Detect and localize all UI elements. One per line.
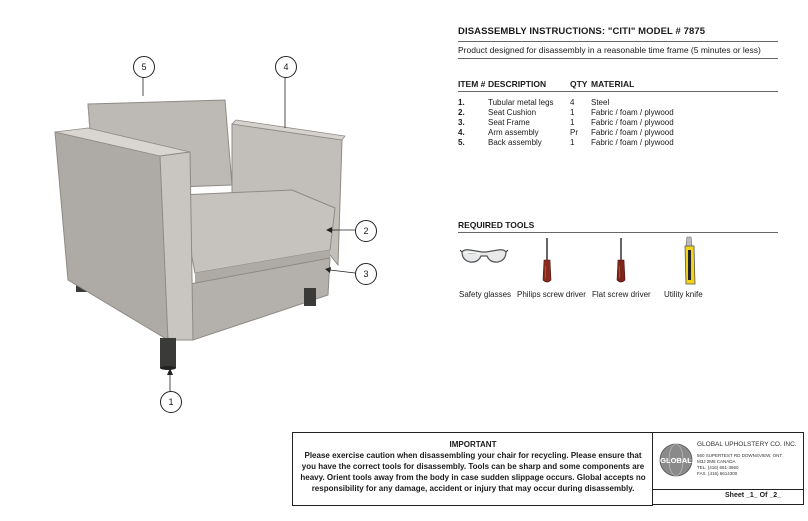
chair-illustration (0, 40, 400, 420)
table-row (458, 108, 778, 118)
row-material: Fabric / foam / plywood (591, 118, 674, 127)
tool-label-utility-knife: Utility knife (664, 290, 703, 299)
company-block (652, 432, 804, 490)
callout-4: 4 (275, 56, 297, 78)
leg-back-right (304, 288, 316, 306)
row-qty: 1 (570, 108, 575, 117)
important-notice (292, 432, 653, 506)
header-item: ITEM # (458, 79, 486, 89)
company-fax: FAX. (416) 6614300 (697, 471, 738, 476)
company-address-line: M3J 2M6 CANADA (697, 459, 736, 464)
required-tools-heading: REQUIRED TOOLS (458, 220, 535, 230)
header-qty: QTY (570, 79, 588, 89)
philips-screwdriver-icon (540, 238, 554, 284)
header-description: DESCRIPTION (488, 79, 547, 89)
callout-3: 3 (355, 263, 377, 285)
notice-title: IMPORTANT (449, 440, 497, 449)
tool-label-safety-glasses: Safety glasses (459, 290, 512, 299)
table-row (458, 118, 778, 128)
table-row (458, 138, 778, 148)
row-qty: Pr (570, 128, 578, 137)
row-qty: 4 (570, 98, 575, 107)
notice-body: Please exercise caution when disassembling your chair for recycling. Please ensure that you have the correct tools for disassembly. Tools can be sharp and some components are heavy. Orient tools away from the body in case sudden slippage occurs. Global accepts no responsibility for any damage, accident or injury that may occur during disassembly. (300, 451, 646, 493)
leg-front (160, 338, 176, 368)
callout-1: 1 (160, 391, 182, 413)
global-logo (659, 443, 693, 477)
document-title: DISASSEMBLY INSTRUCTIONS: "CITI" MODEL # 7875 (458, 26, 706, 37)
row-item: 5. (458, 138, 465, 147)
row-item: 3. (458, 118, 465, 127)
row-item: 4. (458, 128, 465, 137)
tool-label-flat-screwdriver: Flat screw driver (592, 290, 651, 299)
flat-screwdriver-icon (614, 238, 628, 284)
sheet-number: Sheet _1_ Of _2_ (725, 492, 782, 499)
tools-rule (458, 232, 778, 233)
safety-glasses-icon (460, 246, 508, 270)
row-material: Steel (591, 98, 610, 107)
utility-knife-icon (680, 236, 700, 286)
row-item: 1. (458, 98, 465, 107)
row-material: Fabric / foam / plywood (591, 108, 674, 117)
chair-arm-left-side (55, 132, 168, 340)
row-item: 2. (458, 108, 465, 117)
row-description: Seat Cushion (488, 108, 537, 117)
row-material: Fabric / foam / plywood (591, 128, 674, 137)
document-subtitle: Product designed for disassembly in a reasonable time frame (5 minutes or less) (458, 45, 761, 55)
sheet-block (652, 488, 804, 505)
table-row (458, 128, 778, 138)
row-description: Arm assembly (488, 128, 539, 137)
row-description: Tubular metal legs (488, 98, 554, 107)
title-rule (458, 41, 778, 42)
callout-5: 5 (133, 56, 155, 78)
table-header-rule (458, 91, 778, 92)
subtitle-rule (458, 58, 778, 59)
header-material: MATERIAL (591, 79, 635, 89)
row-description: Back assembly (488, 138, 542, 147)
row-description: Seat Frame (488, 118, 530, 127)
row-material: Fabric / foam / plywood (591, 138, 674, 147)
tool-label-philips-screwdriver: Philips screw driver (517, 290, 586, 299)
company-name: GLOBAL UPHOLSTERY CO. INC. (697, 441, 797, 448)
company-address-line: 560 SUPERTEST RD DOWNSVIEW, ONT. (697, 453, 783, 458)
row-qty: 1 (570, 118, 575, 127)
row-qty: 1 (570, 138, 575, 147)
callout-2: 2 (355, 220, 377, 242)
company-phone: TEL. (416) 661-3660 (697, 465, 739, 470)
table-row (458, 98, 778, 108)
logo-text: GLOBAL (660, 456, 692, 465)
